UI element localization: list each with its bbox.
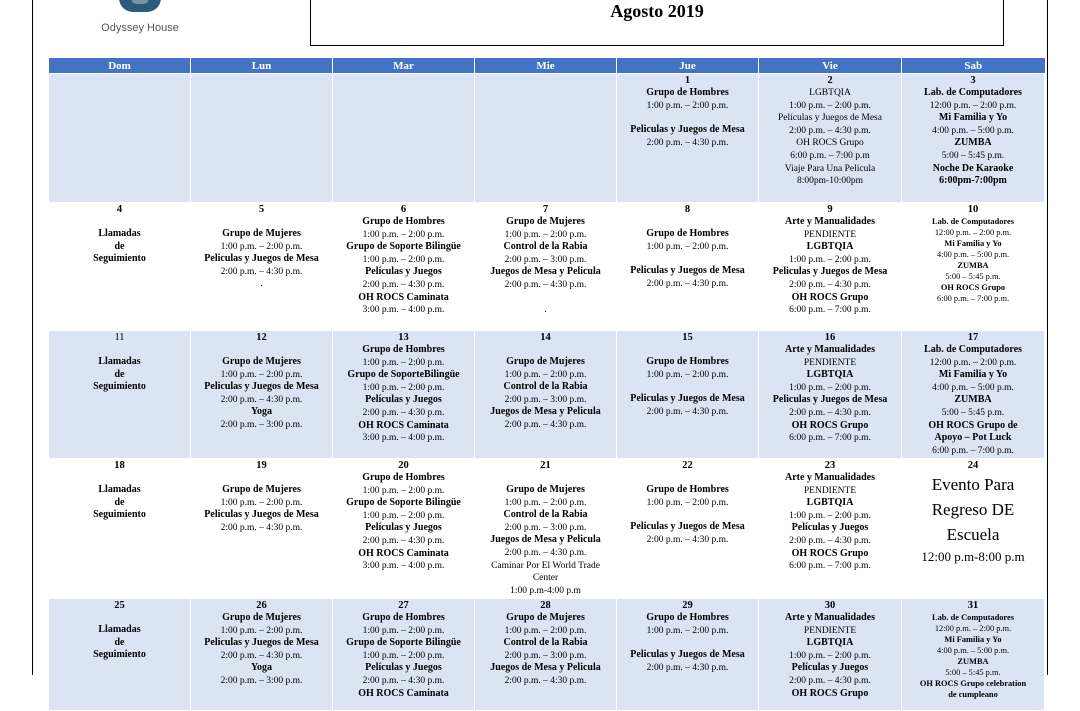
activity-detail: 2:00 p.m. – 4:30 p.m. <box>504 675 587 686</box>
day-number: 27 <box>398 600 409 611</box>
activity-detail: 2:00 p.m. – 4:30 p.m. <box>789 535 871 546</box>
activity-detail: 1:00 p.m. – 2:00 p.m. <box>220 369 303 380</box>
calendar-table <box>48 58 1045 711</box>
activity-name: Juegos de Mesa y Pelicula <box>490 406 601 418</box>
activity-name: Grupo de Hombres <box>646 228 729 239</box>
day-number: 24 <box>967 460 979 471</box>
activity-name: OH ROCS Caminata <box>358 291 449 303</box>
activity-name: 6:00pm-7:00pm <box>939 175 1007 187</box>
activity-name: Grupo de Soporte Bilingüe <box>346 241 461 253</box>
week-row <box>49 331 1045 459</box>
activity-name: de <box>114 496 125 508</box>
weekday-header: Sab <box>902 58 1045 74</box>
activity-detail: 2:00 p.m. – 4:30 p.m. <box>504 547 587 558</box>
activity-name: Mi Familia y Yo <box>938 369 1008 381</box>
activity-name: Peliculas y Juegos de Mesa <box>630 124 745 136</box>
week-row <box>49 203 1045 331</box>
activity-detail: 2:00 p.m. – 4:30 p.m. <box>646 534 729 545</box>
activity-detail: 1:00 p.m. – 2:00 p.m. <box>504 229 587 240</box>
activity-detail: . <box>260 279 263 290</box>
spacer <box>618 509 757 521</box>
activity-detail: 2:00 p.m. – 4:30 p.m. <box>789 675 871 686</box>
day-number: 10 <box>967 204 979 215</box>
day-cell <box>475 203 617 331</box>
activity-name: Juegos de Mesa y Pelicula <box>490 534 601 546</box>
day-cell <box>191 74 333 203</box>
activity-detail: 2:00 p.m. – 4:30 p.m. <box>646 662 729 673</box>
event-time: 12:00 p.m-8:00 p.m <box>921 549 1025 564</box>
day-cell <box>902 74 1045 203</box>
activity-detail: 12:00 p.m. – 2:00 p.m. <box>934 228 1012 237</box>
activity-name: Apoyo – Pot Luck <box>934 432 1012 444</box>
spacer <box>476 292 615 304</box>
day-cell <box>333 331 475 459</box>
weekday-header: Mie <box>475 58 617 74</box>
activity-detail: 1:00 p.m. – 2:00 p.m. <box>220 241 303 252</box>
month-title: Agosto 2019 <box>610 1 704 21</box>
activity-detail: 1:00 p.m. – 2:00 p.m. <box>504 497 587 508</box>
day-number: 3 <box>970 75 976 86</box>
activity-detail: 2:00 p.m. – 4:30 p.m. <box>220 650 303 661</box>
activity-name: Grupo de Hombres <box>362 216 445 227</box>
activity-name: Seguimiento <box>93 381 146 393</box>
activity-name: Llamadas <box>98 484 141 495</box>
activity-detail: 12:00 p.m. – 2:00 p.m. <box>929 357 1017 368</box>
activity-detail: 1:00 p.m. – 2:00 p.m. <box>362 229 445 240</box>
day-cell <box>49 203 191 331</box>
day-number: 4 <box>116 204 123 215</box>
activity-detail: 2:00 p.m. – 4:30 p.m. <box>220 394 303 405</box>
activity-detail: Películas y Juegos de Mesa <box>778 113 882 124</box>
day-number: 2 <box>827 75 833 86</box>
activity-name: de <box>114 636 125 648</box>
activity-detail: 2:00 p.m. – 4:30 p.m. <box>362 407 445 418</box>
spacer <box>192 472 331 484</box>
spacer <box>50 612 189 624</box>
activity-detail: 1:00 p.m. – 2:00 p.m. <box>362 357 445 368</box>
day-cell <box>902 599 1045 711</box>
spacer <box>50 216 189 228</box>
activity-name: Lab. de Computadores <box>924 344 1022 355</box>
day-number: 19 <box>256 460 267 471</box>
activity-name: Peliculas y Juegos de Mesa <box>772 266 888 278</box>
activity-name: Juegos de Mesa y Pelicula <box>490 266 601 278</box>
activity-detail: 5:00 – 5:45 p.m. <box>945 272 1001 281</box>
activity-detail: 6:00 p.m. – 7:00 p.m. <box>789 305 871 316</box>
event-title-line: Regreso DE <box>931 500 1015 519</box>
activity-name: Llamadas <box>98 356 141 367</box>
activity-name: Peliculas y Juegos de Mesa <box>630 265 745 277</box>
activity-name: Seguimiento <box>93 649 146 661</box>
activity-name: Grupo de SoporteBilingüe <box>347 369 460 381</box>
day-number: 14 <box>540 332 551 343</box>
activity-name: Peliculas y Juegos de Mesa <box>630 649 745 661</box>
activity-name: Mi Familia y Yo <box>944 635 1002 644</box>
activity-detail: 2:00 p.m. – 4:30 p.m. <box>362 279 445 290</box>
activity-name: Yoga <box>250 406 273 418</box>
day-cell <box>475 599 617 711</box>
day-number: 1 <box>684 75 691 86</box>
day-number: 31 <box>967 600 979 611</box>
spacer <box>192 344 331 356</box>
activity-detail: 5:00 – 5:45 p.m. <box>945 668 1001 677</box>
activity-detail: . <box>544 304 547 315</box>
day-cell <box>759 331 902 459</box>
day-number: 12 <box>256 332 267 343</box>
activity-name: Peliculas y Juegos de Mesa <box>204 381 319 393</box>
activity-name: ZUMBA <box>957 657 989 666</box>
activity-name: Mi Familia y Yo <box>944 239 1002 248</box>
activity-detail: 2:00 p.m. – 4:30 p.m. <box>504 419 587 430</box>
activity-name: Grupo de Soporte Bilingüe <box>346 637 461 649</box>
activity-name: Juegos de Mesa y Pelicula <box>490 662 601 674</box>
day-number: 6 <box>400 204 407 215</box>
activity-name: Control de la Rabia <box>503 381 588 393</box>
activity-name: Películas y Juegos <box>791 522 869 534</box>
activity-detail: 2:00 p.m. – 3:00 p.m. <box>504 522 587 533</box>
activity-name: Grupo de Mujeres <box>222 612 301 623</box>
day-number: 17 <box>967 332 979 343</box>
day-cell <box>49 599 191 711</box>
activity-detail: 1:00 p.m. – 2:00 p.m. <box>220 625 303 636</box>
activity-name: OH ROCS Caminata <box>358 687 449 699</box>
activity-name: LGBTQIA <box>806 369 854 381</box>
activity-name: Control de la Rabia <box>503 637 588 649</box>
day-cell <box>902 203 1045 331</box>
logo-text: Odyssey House <box>101 22 179 34</box>
activity-detail: 4:00 p.m. – 5:00 p.m. <box>932 125 1014 136</box>
day-cell <box>333 74 475 203</box>
day-cell <box>902 459 1045 599</box>
activity-name: LGBTQIA <box>806 497 854 509</box>
activity-detail: 1:00 p.m-4:00 p.m <box>510 585 581 596</box>
activity-name: ZUMBA <box>954 137 992 149</box>
activity-name: ZUMBA <box>954 394 992 406</box>
activity-name: Grupo de Hombres <box>646 87 729 98</box>
activity-detail: 12:00 p.m. – 2:00 p.m. <box>934 624 1012 633</box>
activity-name: OH ROCS Grupo <box>791 547 869 559</box>
activity-name: LGBTQIA <box>806 241 854 253</box>
activity-name: Grupo de Hombres <box>362 612 445 623</box>
activity-detail: 4:00 p.m. – 5:00 p.m. <box>932 382 1014 393</box>
activity-name: Yoga <box>250 662 273 674</box>
weekday-header: Jue <box>617 58 759 74</box>
day-cell <box>759 459 902 599</box>
day-cell <box>475 74 617 203</box>
activity-name: Lab. de Computadores <box>932 217 1014 226</box>
activity-detail: 1:00 p.m. – 2:00 p.m. <box>789 100 871 111</box>
activity-detail: 3:00 p.m. – 4:00 p.m. <box>362 305 445 316</box>
activity-detail: 1:00 p.m. – 2:00 p.m. <box>789 254 871 265</box>
day-number: 25 <box>114 600 125 611</box>
activity-detail: 2:00 p.m. – 3:00 p.m. <box>504 650 587 661</box>
spacer <box>618 216 757 228</box>
activity-detail: 2:00 p.m. – 4:30 p.m. <box>362 535 445 546</box>
week-row <box>49 599 1045 711</box>
day-cell <box>49 331 191 459</box>
activity-detail: LGBTQIA <box>809 88 851 98</box>
activity-detail: PENDIENTE <box>803 485 857 496</box>
activity-name: Grupo de Hombres <box>362 472 445 483</box>
weekday-header: Mar <box>333 58 475 74</box>
activity-detail: 1:00 p.m. – 2:00 p.m. <box>789 650 871 661</box>
activity-detail: 1:00 p.m. – 2:00 p.m. <box>362 485 445 496</box>
activity-detail: 1:00 p.m. – 2:00 p.m. <box>220 497 303 508</box>
activity-detail: 8:00pm-10:00pm <box>797 176 863 187</box>
activity-name: Películas y Juegos <box>365 266 442 278</box>
activity-name: Grupo de Hombres <box>362 344 445 355</box>
day-cell <box>617 331 759 459</box>
activity-name: Arte y Manualidades <box>785 612 875 623</box>
spacer <box>618 381 757 393</box>
activity-name: Lab. de Computadores <box>932 613 1014 622</box>
day-cell <box>191 459 333 599</box>
activity-detail: Caminar Por El World Trade <box>491 560 600 571</box>
day-number: 29 <box>682 600 693 611</box>
event-title-line: Escuela <box>946 525 1000 544</box>
activity-name: Películas y Juegos <box>365 522 442 534</box>
activity-name: OH ROCS Grupo de <box>928 419 1018 431</box>
day-cell <box>49 459 191 599</box>
activity-detail: 6:00 p.m. – 7:00 p.m. <box>789 433 871 444</box>
activity-name: Control de la Rabia <box>503 241 588 253</box>
day-number: 20 <box>398 460 409 471</box>
activity-detail: 2:00 p.m. – 4:30 p.m. <box>220 522 303 533</box>
activity-name: Grupo de Hombres <box>646 356 729 367</box>
day-number: 18 <box>114 460 125 471</box>
day-number: 5 <box>258 204 265 215</box>
day-cell <box>617 74 759 203</box>
activity-name: OH ROCS Grupo <box>791 419 869 431</box>
day-number: 15 <box>682 332 693 343</box>
day-number: 30 <box>824 600 836 611</box>
activity-detail: 3:00 p.m. – 4:00 p.m. <box>362 433 445 444</box>
spacer <box>192 216 331 228</box>
activity-name: Arte y Manualidades <box>785 216 875 227</box>
activity-name: OH ROCS Grupo celebration <box>919 679 1027 688</box>
activity-name: Grupo de Hombres <box>646 612 729 623</box>
activity-name: Noche De Karaoke <box>932 162 1014 174</box>
activity-detail: 1:00 p.m. – 2:00 p.m. <box>646 241 729 252</box>
activity-name: Seguimiento <box>93 509 146 521</box>
spacer <box>618 637 757 649</box>
activity-name: Películas y Juegos <box>791 662 869 674</box>
activity-name: LGBTQIA <box>806 637 854 649</box>
activity-name: Peliculas y Juegos de Mesa <box>204 637 319 649</box>
activity-detail: 1:00 p.m. – 2:00 p.m. <box>646 497 729 508</box>
day-number: 28 <box>540 600 551 611</box>
activity-name: ZUMBA <box>957 261 989 270</box>
activity-detail: 1:00 p.m. – 2:00 p.m. <box>504 625 587 636</box>
spacer <box>618 344 757 356</box>
day-cell <box>902 331 1045 459</box>
spacer <box>618 472 757 484</box>
weekday-header: Lun <box>191 58 333 74</box>
day-number: 23 <box>824 460 836 471</box>
activity-name: Peliculas y Juegos de Mesa <box>772 394 888 406</box>
week-row <box>49 459 1045 599</box>
activity-name: OH ROCS Grupo <box>791 291 869 303</box>
activity-detail: 1:00 p.m. – 2:00 p.m. <box>789 382 871 393</box>
day-number: 16 <box>824 332 836 343</box>
activity-name: Grupo de Mujeres <box>222 484 301 495</box>
day-number: 22 <box>682 460 693 471</box>
weekday-header: Vie <box>759 58 902 74</box>
activity-detail: 2:00 p.m. – 4:30 p.m. <box>789 279 871 290</box>
day-number: 21 <box>540 460 551 471</box>
activity-detail: PENDIENTE <box>803 357 857 368</box>
weekday-header-row <box>49 58 1045 74</box>
day-number: 11 <box>114 332 125 343</box>
activity-detail: 5:00 – 5:45 p.m. <box>941 407 1005 418</box>
activity-name: Seguimiento <box>93 253 146 265</box>
spacer <box>50 344 189 356</box>
activity-name: Grupo de Soporte Bilingüe <box>346 497 461 509</box>
activity-detail: 2:00 p.m. – 3:00 p.m. <box>220 675 303 686</box>
activity-name: Arte y Manualidades <box>785 344 875 355</box>
day-cell <box>333 459 475 599</box>
day-cell <box>759 599 902 711</box>
activity-detail: OH ROCS Grupo <box>796 138 864 149</box>
activity-detail: 5:00 – 5:45 p.m. <box>941 150 1005 161</box>
activity-name: OH ROCS Caminata <box>358 547 449 559</box>
day-cell <box>333 203 475 331</box>
activity-detail: 2:00 p.m. – 4:30 p.m. <box>789 125 871 136</box>
activity-detail: 2:00 p.m. – 4:30 p.m. <box>789 407 871 418</box>
activity-name: Películas y Juegos <box>365 394 442 406</box>
spacer <box>618 253 757 265</box>
activity-name: OH ROCS Grupo <box>791 687 869 699</box>
activity-name: Películas y Juegos <box>365 662 442 674</box>
activity-name: de <box>114 240 125 252</box>
day-cell <box>191 331 333 459</box>
activity-name: Grupo de Mujeres <box>506 356 585 367</box>
activity-name: Arte y Manualidades <box>785 472 875 483</box>
spacer <box>476 472 615 484</box>
activity-detail: 2:00 p.m. – 4:30 p.m. <box>646 137 729 148</box>
activity-detail: 12:00 p.m. – 2:00 p.m. <box>929 100 1017 111</box>
activity-detail: 1:00 p.m. – 2:00 p.m. <box>362 510 445 521</box>
day-cell <box>475 331 617 459</box>
day-cell <box>475 459 617 599</box>
spacer <box>50 472 189 484</box>
activity-name: Grupo de Hombres <box>646 484 729 495</box>
activity-name: OH ROCS Caminata <box>358 419 449 431</box>
activity-name: Grupo de Mujeres <box>222 356 301 367</box>
activity-detail: 6:00 p.m. – 7:00 p.m <box>790 150 870 161</box>
activity-detail: 1:00 p.m. – 2:00 p.m. <box>362 382 445 393</box>
activity-name: OH ROCS Grupo <box>940 283 1006 292</box>
weekday-header: Dom <box>49 58 191 74</box>
odyssey-house-logo <box>95 0 185 40</box>
activity-detail: 6:00 p.m. – 7:00 p.m. <box>789 561 871 572</box>
event-title-line: Evento Para <box>931 475 1015 494</box>
day-cell <box>759 74 902 203</box>
activity-detail: 1:00 p.m. – 2:00 p.m. <box>789 510 871 521</box>
activity-detail: PENDIENTE <box>803 625 857 636</box>
day-cell <box>333 599 475 711</box>
activity-detail: Center <box>532 573 559 584</box>
activity-detail: 1:00 p.m. – 2:00 p.m. <box>646 100 729 111</box>
activity-name: Llamadas <box>98 624 141 635</box>
week-row <box>49 74 1045 203</box>
activity-detail: 2:00 p.m. – 3:00 p.m. <box>220 419 303 430</box>
activity-name: Peliculas y Juegos de Mesa <box>630 521 745 533</box>
day-number: 13 <box>398 332 409 343</box>
activity-name: Lab. de Computadores <box>924 87 1022 98</box>
activity-name: Mi Familia y Yo <box>938 112 1008 124</box>
activity-detail: 2:00 p.m. – 4:30 p.m. <box>504 279 587 290</box>
activity-detail: 2:00 p.m. – 4:30 p.m. <box>646 278 729 289</box>
activity-name: de cumpleano <box>948 690 998 699</box>
day-cell <box>191 203 333 331</box>
day-number: 9 <box>827 204 833 215</box>
activity-detail: 2:00 p.m. – 4:30 p.m. <box>646 406 729 417</box>
spacer <box>618 112 757 124</box>
day-number: 26 <box>256 600 267 611</box>
day-cell <box>49 74 191 203</box>
activity-name: de <box>114 368 125 380</box>
activity-detail: 1:00 p.m. – 2:00 p.m. <box>646 369 729 380</box>
day-cell <box>759 203 902 331</box>
activity-name: Llamadas <box>98 228 141 239</box>
activity-name: Peliculas y Juegos de Mesa <box>204 253 319 265</box>
activity-detail: 6:00 p.m. – 7:00 p.m. <box>932 445 1014 456</box>
activity-name: Grupo de Mujeres <box>506 216 585 227</box>
activity-detail: 3:00 p.m. – 4:00 p.m. <box>362 561 445 572</box>
activity-name: Grupo de Mujeres <box>506 612 585 623</box>
activity-detail: 1:00 p.m. – 2:00 p.m. <box>646 625 729 636</box>
activity-name: Grupo de Mujeres <box>222 228 301 239</box>
activity-detail: 1:00 p.m. – 2:00 p.m. <box>362 254 445 265</box>
logo-mark-icon <box>119 0 161 12</box>
day-number: 8 <box>684 204 691 215</box>
activity-detail: 4:00 p.m. – 5:00 p.m. <box>936 250 1010 259</box>
activity-name: Grupo de Mujeres <box>506 484 585 495</box>
page-border-left <box>32 0 33 675</box>
page-border-right <box>1047 0 1048 675</box>
activity-detail: 2:00 p.m. – 3:00 p.m. <box>504 394 587 405</box>
day-cell <box>617 459 759 599</box>
activity-detail: 1:00 p.m. – 2:00 p.m. <box>362 625 445 636</box>
activity-name: Peliculas y Juegos de Mesa <box>204 509 319 521</box>
day-cell <box>617 203 759 331</box>
day-number: 7 <box>542 204 549 215</box>
activity-detail: Viaje Para Una Pelicula <box>784 163 876 174</box>
activity-name: Peliculas y Juegos de Mesa <box>630 393 745 405</box>
spacer <box>476 344 615 356</box>
month-title-box <box>310 0 1004 46</box>
activity-detail: 2:00 p.m. – 4:30 p.m. <box>362 675 445 686</box>
activity-detail: 4:00 p.m. – 5:00 p.m. <box>936 646 1010 655</box>
activity-detail: PENDIENTE <box>803 229 857 240</box>
activity-detail: 1:00 p.m. – 2:00 p.m. <box>362 650 445 661</box>
day-cell <box>191 599 333 711</box>
activity-name: Control de la Rabia <box>503 509 588 521</box>
activity-detail: 1:00 p.m. – 2:00 p.m. <box>504 369 587 380</box>
activity-detail: 2:00 p.m. – 3:00 p.m. <box>504 254 587 265</box>
activity-detail: 6:00 p.m. – 7:00 p.m. <box>936 294 1010 303</box>
activity-detail: 2:00 p.m. – 4:30 p.m. <box>220 266 303 277</box>
day-cell <box>617 599 759 711</box>
